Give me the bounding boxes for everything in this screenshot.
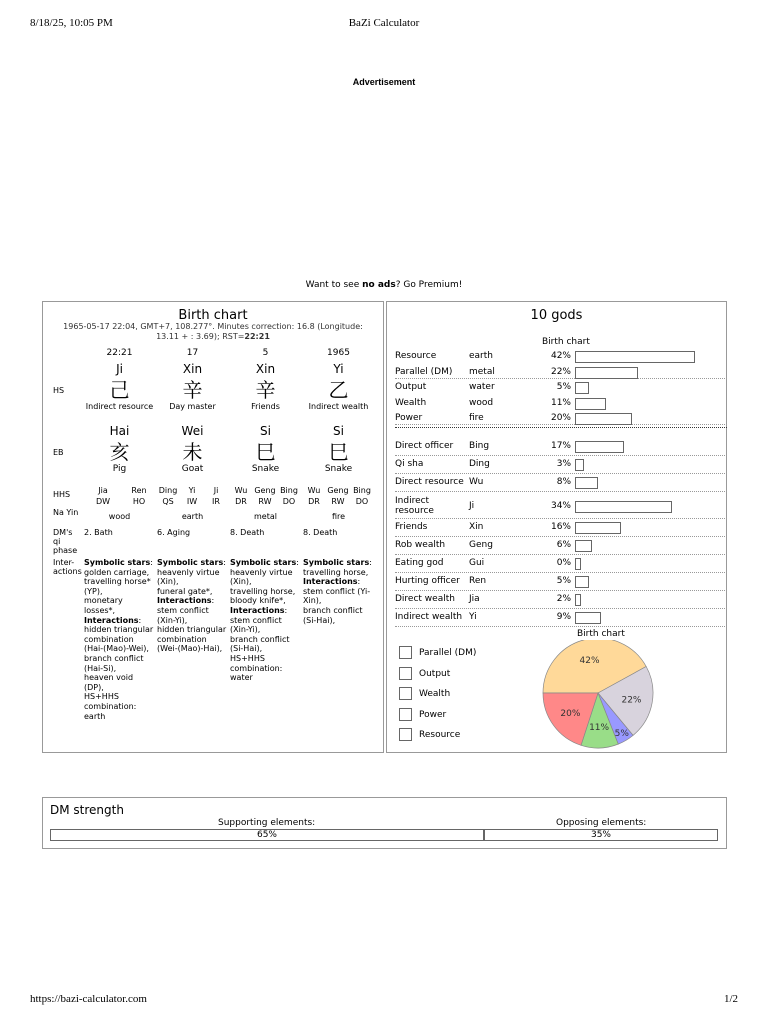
branch-character: 未 (182, 440, 203, 464)
god-percent: 34% (550, 501, 571, 511)
group-name: Parallel (DM) (395, 366, 453, 377)
stem-pinyin: Xin (255, 362, 276, 376)
god-percent: 17% (550, 441, 571, 451)
stem-pinyin: Ji (116, 362, 123, 376)
row-label-hhs: HHS (53, 490, 71, 499)
toggle-checkbox[interactable] (399, 667, 412, 680)
god-percent: 3% (556, 459, 571, 469)
god-percent: 5% (556, 576, 571, 586)
god-stem: Xin (469, 522, 484, 532)
pillar-time: 17 (186, 348, 199, 358)
interaction-line: heaven void (84, 673, 134, 683)
print-title: BaZi Calculator (348, 17, 420, 29)
interaction-line: combination (84, 634, 134, 644)
branch-animal: Goat (181, 464, 204, 474)
stem-pinyin: Yi (333, 362, 344, 376)
interaction-line: combination (157, 634, 207, 644)
interaction-line: Symbolic stars: (157, 558, 226, 567)
interaction-line: (Si-Hai), (230, 644, 263, 654)
interaction-line: hidden triangular (84, 625, 154, 635)
group-element: water (469, 382, 495, 392)
god-bar (575, 501, 672, 513)
interaction-line: stem conflict (230, 615, 282, 625)
god-row (395, 438, 727, 456)
birth-info-line1: 1965-05-17 22:04, GMT+7, 108.277°. Minutes correction: 16.8 (Longitude: (63, 322, 363, 331)
god-row (395, 493, 727, 519)
god-row (395, 591, 727, 609)
branch-pinyin: Wei (181, 424, 204, 438)
stem-character: 己 (109, 378, 130, 402)
birth-chart-panel (42, 301, 384, 753)
interactions-cell (230, 558, 304, 683)
hidden-stem: Yi (188, 486, 196, 495)
interaction-line: stem conflict (Yi- (303, 586, 371, 596)
interaction-line: (DP), (84, 682, 104, 692)
stem-character: 辛 (255, 378, 276, 402)
interaction-line: travelling horse, (230, 586, 296, 596)
hidden-stem: Jia (98, 486, 108, 495)
opposing-label: Opposing elements: (556, 818, 647, 828)
pie-label: 22% (621, 695, 642, 706)
group-bar (575, 398, 606, 410)
hidden-stem: Ji (213, 486, 219, 495)
birth-chart-title: Birth chart (178, 308, 248, 323)
element-group-row (395, 379, 727, 394)
nayin-element: earth (181, 512, 204, 521)
hidden-stem: Ding (158, 486, 178, 495)
pie-title: Birth chart (577, 629, 625, 639)
pillar-time: 1965 (327, 348, 350, 358)
stem-god: Friends (251, 402, 280, 411)
god-stem: Geng (469, 540, 493, 550)
hidden-stem: Ren (131, 486, 147, 495)
hidden-stem-god: DR (235, 497, 247, 506)
group-name: Wealth (395, 397, 427, 408)
god-percent: 16% (550, 522, 571, 532)
god-name: Eating god (395, 558, 444, 568)
branch-animal: Snake (324, 464, 353, 474)
dm-strength-title: DM strength (50, 803, 124, 817)
row-label-interactions: Inter- actions (53, 558, 82, 576)
qi-phase: 6. Aging (157, 528, 191, 537)
branch-pinyin: Si (333, 424, 344, 438)
interaction-line: combination: (230, 663, 283, 673)
hidden-stem-god: DO (282, 497, 296, 506)
birth-info-line2: 13.11 + : 3.69); RST=22:21 (156, 332, 270, 341)
hidden-stem-god: IW (186, 497, 198, 506)
group-percent: 11% (550, 397, 571, 408)
interaction-line: HS+HHS (84, 692, 119, 702)
interaction-line: (YP), (84, 586, 103, 596)
interaction-line: earth (84, 711, 106, 721)
pie-label: 11% (589, 723, 610, 734)
interaction-line: (Xin-Yi), (157, 615, 188, 625)
god-name: Indirect wealth (395, 612, 463, 622)
god-row (395, 456, 727, 474)
stem-god: Indirect wealth (308, 402, 369, 411)
element-group-row (395, 348, 727, 363)
hidden-stem-god: DO (355, 497, 369, 506)
print-url: https://bazi-calculator.com (30, 993, 147, 1005)
god-percent: 9% (556, 612, 571, 622)
god-stem: Gui (469, 558, 485, 568)
god-stem: Yi (469, 612, 477, 622)
toggle-label[interactable]: Power (419, 709, 447, 720)
branch-animal: Pig (112, 464, 127, 474)
interaction-line: Interactions: (230, 605, 288, 615)
branch-pinyin: Si (260, 424, 271, 438)
toggle-checkbox[interactable] (399, 646, 412, 659)
interaction-line: Symbolic stars: (230, 558, 299, 567)
print-datetime: 8/18/25, 10:05 PM (30, 17, 113, 29)
toggle-label[interactable]: Output (419, 668, 451, 679)
interactions-cell (84, 558, 158, 721)
interaction-line: losses*, (84, 605, 116, 615)
ten-gods-subtitle: Birth chart (542, 337, 590, 347)
row-label-dm-qi: DM's qi phase (53, 528, 78, 555)
god-bar (575, 576, 589, 588)
group-percent: 5% (556, 382, 571, 392)
hidden-stem-god: DR (308, 497, 320, 506)
interaction-line: (Wei-(Mao)-Hai), (157, 644, 223, 654)
stem-pinyin: Xin (182, 362, 203, 376)
interaction-line: bloody knife*, (230, 596, 286, 606)
interaction-line: combination: (84, 701, 137, 711)
god-stem: Bing (469, 441, 490, 451)
god-bar (575, 594, 581, 606)
god-bar (575, 477, 598, 489)
interaction-line: Xin), (303, 596, 322, 606)
toggle-label[interactable]: Resource (419, 730, 461, 740)
interaction-line: Interactions: (157, 596, 215, 606)
dm-strength-panel (42, 797, 727, 849)
group-name: Power (395, 413, 423, 423)
interaction-line: travelling horse* (84, 577, 151, 587)
god-bar (575, 558, 581, 570)
group-element: wood (469, 397, 494, 408)
advertisement-label: Advertisement (352, 77, 416, 87)
god-name: Direct officer (395, 441, 454, 451)
stem-character: 辛 (182, 378, 203, 402)
god-name: Friends (395, 522, 428, 532)
hidden-stem-god: RW (258, 497, 272, 506)
group-percent: 22% (550, 366, 571, 377)
hidden-stem: Geng (254, 486, 276, 495)
god-name: Qi sha (395, 459, 424, 469)
element-group-row (395, 395, 727, 410)
branch-pinyin: Hai (109, 424, 130, 438)
ten-gods-title: 10 gods (530, 308, 583, 323)
interaction-line: Interactions: (303, 577, 361, 587)
hidden-stem-god: HO (132, 497, 146, 506)
god-name: Direct resource (395, 477, 464, 487)
interaction-line: (Hai-(Mao)-Wei), (84, 644, 149, 654)
god-row (395, 573, 727, 591)
branch-character: 巳 (328, 440, 349, 464)
opposing-bar: 35% (484, 829, 718, 841)
qi-phase: 2. Bath (84, 528, 113, 537)
row-label-eb: EB (53, 448, 64, 457)
element-group-row (395, 410, 727, 425)
god-row (395, 555, 727, 573)
interactions-cell (157, 558, 231, 654)
toggle-label[interactable]: Parallel (DM) (419, 648, 477, 658)
group-name: Resource (395, 351, 437, 361)
pie-label: 20% (560, 709, 581, 720)
hidden-stem: Bing (353, 486, 371, 495)
interaction-line: Interactions: (84, 615, 142, 625)
print-page: 1/2 (724, 993, 739, 1005)
god-stem: Ding (469, 459, 490, 469)
interaction-line: golden carriage, (84, 567, 150, 577)
interaction-line: branch conflict (230, 634, 290, 644)
group-element: earth (469, 351, 493, 361)
pie-label: 5% (614, 729, 629, 740)
god-bar (575, 522, 621, 534)
hidden-stem: Geng (327, 486, 349, 495)
group-bar (575, 367, 638, 379)
god-percent: 0% (556, 558, 571, 568)
god-bar (575, 441, 624, 453)
row-label-hs: HS (53, 386, 65, 395)
group-bar (575, 351, 695, 363)
interaction-line: (Xin), (157, 577, 179, 587)
god-row (395, 474, 727, 492)
groups-separator (395, 427, 727, 428)
supporting-bar: 65% (50, 829, 484, 841)
stem-god: Indirect resource (85, 402, 154, 411)
group-bar (575, 413, 632, 425)
god-stem: Jia (469, 594, 480, 604)
toggle-checkbox[interactable] (399, 687, 412, 700)
pie-label: 42% (579, 655, 600, 666)
god-name: Hurting officer (395, 576, 460, 586)
group-element: fire (469, 413, 484, 423)
nayin-element: wood (108, 512, 131, 521)
god-name: Direct wealth (395, 594, 455, 604)
hidden-stem: Wu (234, 486, 248, 495)
hidden-stem-god: DW (95, 497, 111, 506)
birth-chart-pie (542, 640, 662, 750)
nayin-element: fire (331, 512, 346, 521)
interaction-line: (Xin), (230, 577, 252, 587)
god-bar (575, 540, 592, 552)
god-percent: 8% (556, 477, 571, 487)
god-percent: 2% (556, 594, 571, 604)
god-name: Indirect resource (395, 496, 434, 516)
element-group-row (395, 364, 727, 379)
stem-character: 乙 (328, 378, 349, 402)
toggle-label[interactable]: Wealth (419, 689, 451, 699)
interaction-line: branch conflict (84, 653, 144, 663)
ten-gods-panel (386, 301, 727, 753)
branch-character: 亥 (109, 440, 130, 464)
hidden-stem-god: QS (162, 497, 174, 506)
interaction-line: water (230, 673, 253, 683)
row-label-nayin: Na Yin (53, 508, 79, 517)
group-name: Output (395, 382, 427, 392)
branch-character: 巳 (255, 440, 276, 464)
branch-animal: Snake (251, 464, 280, 474)
qi-phase: 8. Death (230, 528, 265, 537)
interaction-line: (Xin-Yi), (230, 625, 261, 635)
god-percent: 6% (556, 540, 571, 550)
interaction-line: heavenly virtue (157, 567, 220, 577)
interaction-line: (Si-Hai), (303, 615, 336, 625)
interaction-line: (Hai-Si), (84, 663, 117, 673)
god-stem: Ren (469, 576, 487, 586)
god-stem: Ji (469, 501, 475, 511)
supporting-label: Supporting elements: (218, 818, 316, 828)
interaction-line: monetary (84, 596, 123, 606)
interaction-line: HS+HHS (230, 653, 265, 663)
interaction-line: heavenly virtue (230, 567, 293, 577)
god-row (395, 537, 727, 555)
hidden-stem-god: IR (212, 497, 220, 506)
god-row (395, 609, 727, 627)
pillar-time: 5 (262, 348, 269, 358)
pillar-time: 22:21 (106, 348, 133, 358)
god-name: Rob wealth (395, 540, 446, 550)
god-bar (575, 612, 601, 624)
hidden-stem-god: RW (331, 497, 345, 506)
toggle-checkbox[interactable] (399, 728, 412, 741)
interaction-line: funeral gate*, (157, 586, 213, 596)
stem-god: Day master (169, 402, 216, 411)
interactions-cell (303, 558, 377, 625)
interaction-line: travelling horse, (303, 567, 369, 577)
toggle-checkbox[interactable] (399, 708, 412, 721)
interaction-line: branch conflict (303, 605, 363, 615)
interaction-line: Symbolic stars: (84, 558, 153, 567)
god-bar (575, 459, 584, 471)
group-percent: 42% (550, 351, 571, 361)
interaction-line: hidden triangular (157, 625, 227, 635)
nayin-element: metal (254, 512, 277, 521)
interaction-line: Symbolic stars: (303, 558, 372, 567)
interaction-line: stem conflict (157, 605, 209, 615)
group-element: metal (469, 366, 495, 377)
hidden-stem: Bing (280, 486, 298, 495)
god-stem: Wu (469, 477, 484, 487)
group-percent: 20% (550, 413, 571, 423)
qi-phase: 8. Death (303, 528, 338, 537)
god-row (395, 519, 727, 537)
group-bar (575, 382, 589, 394)
hidden-stem: Wu (307, 486, 321, 495)
go-premium-link[interactable]: Want to see no ads? Go Premium! (305, 280, 463, 290)
